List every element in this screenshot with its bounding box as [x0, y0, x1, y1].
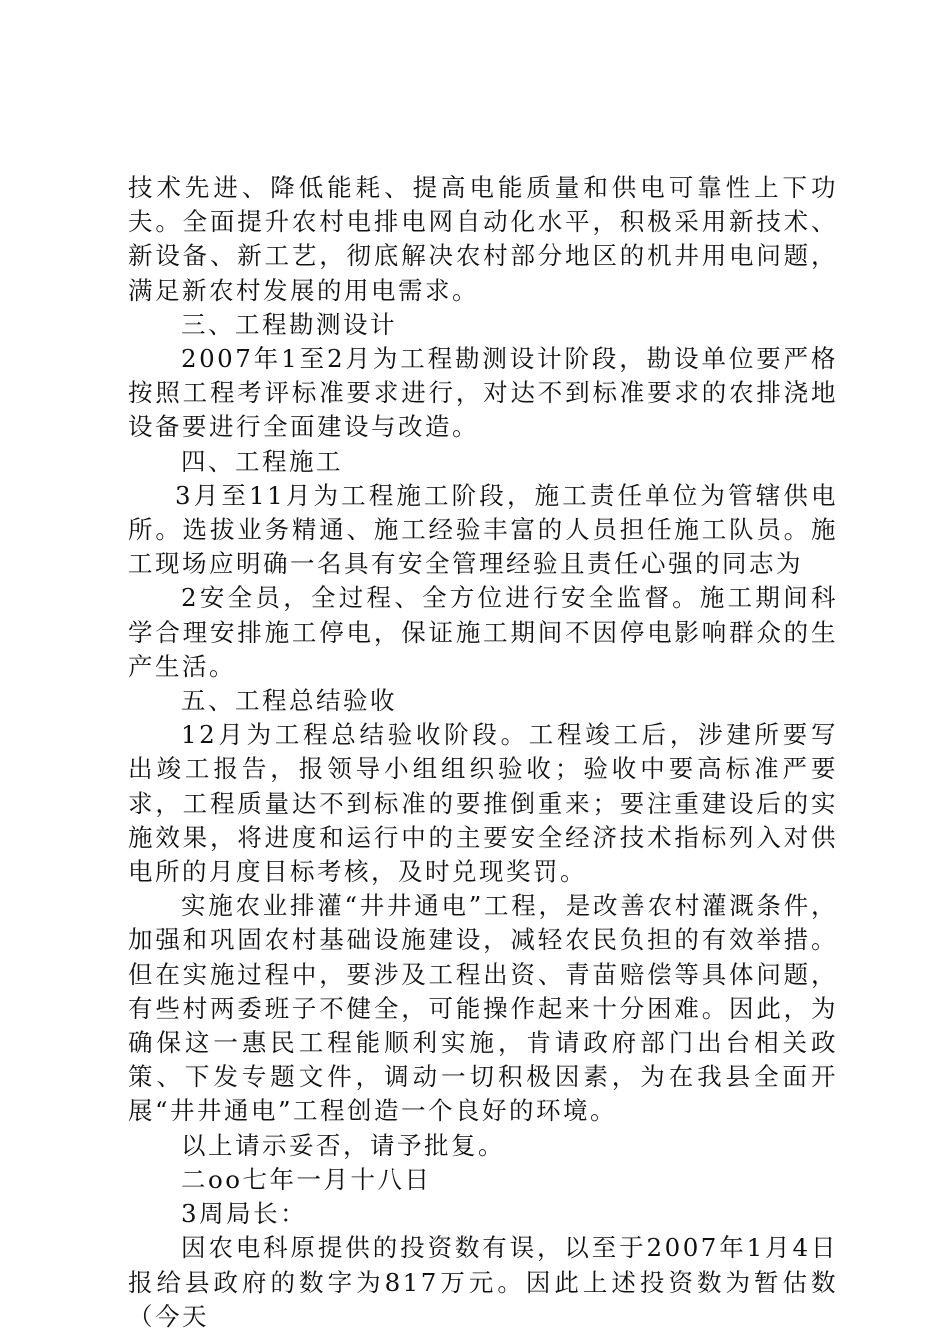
document-date: 二oo七年一月十八日 — [181, 1164, 432, 1194]
paragraph-1: 技术先进、降低能耗、提高电能质量和供电可靠性上下功夫。全面提升农村电排电网自动化水平，积极采用新技术、新设备、新工艺，彻底解决农村部分地区的机井用电问题，满足新农村发展的用电需求。 — [128, 173, 838, 305]
section-heading-3: 三、工程勘测设计 — [181, 309, 397, 339]
section-heading-4: 四、工程施工 — [181, 446, 343, 476]
paragraph-survey-design: 2007年1至2月为工程勘测设计阶段，勘设单位要严格按照工程考评标准要求进行，对达不到标准要求的农排浇地设备要进行全面建设与改造。 — [128, 344, 838, 442]
paragraph-construction: 3月至11月为工程施工阶段，施工责任单位为管辖供电所。选拔业务精通、施工经验丰富的人员担任施工队员。施工现场应明确一名具有安全管理经验且责任心强的同志为 — [128, 480, 838, 579]
paragraph-acceptance: 12月为工程总结验收阶段。工程竣工后，涉建所要写出竣工报告，报领导小组组织验收；验收中要高标准严要求，工程质量达不到标准的要推倒重来；要注重建设后的实施效果，将进度和运行中的主要安全经济技术指标列入对供电所的月度目标考核，及时兑现奖罚。 — [128, 720, 838, 887]
paragraph-summary: 实施农业排灌“井井通电”工程，是改善农村灌溉条件，加强和巩固农村基础设施建设，减轻农民负担的有效举措。但在实施过程中，要涉及工程出资、青苗赔偿等具体问题，有些村两委班子不健全，可能操作起来十分困难。因此，为确保这一惠民工程能顺利实施，肯请政府部门出台相关政策、下发专题文件，调动一切积极因素，为在我县全面开展“井井通电”工程创造一个良好的环境。 — [128, 891, 838, 1126]
paragraph-safety-officer: 2安全员，全过程、全方位进行安全监督。施工期间科学合理安排施工停电，保证施工期间不因停电影响群众的生产生活。 — [128, 583, 838, 681]
section-heading-5: 五、工程总结验收 — [181, 686, 397, 716]
salutation: 3周局长： — [181, 1199, 308, 1229]
document-body — [128, 171, 838, 1334]
paragraph-investment-note: 因农电科原提供的投资数有误，以至于2007年1月4日报给县政府的数字为817万元。因此上述投资数为暂估数（今天 — [128, 1233, 838, 1331]
paragraph-request: 以上请示妥否，请予批复。 — [181, 1130, 505, 1160]
